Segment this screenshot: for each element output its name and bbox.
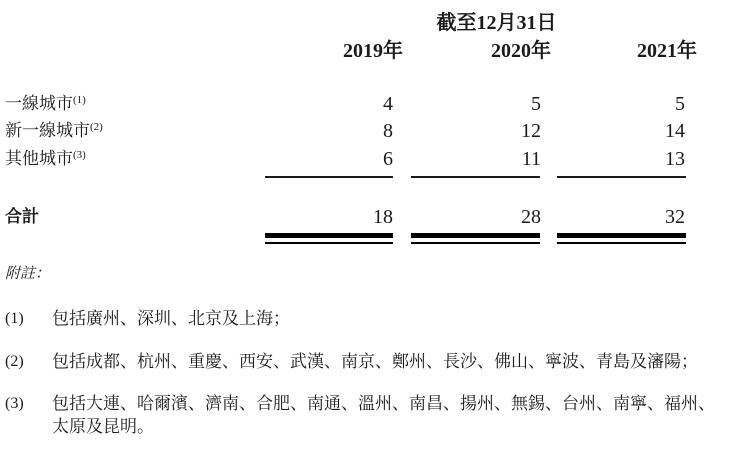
cell-value: 4	[383, 93, 393, 115]
notes-title: 附註：	[5, 266, 51, 282]
note-label-3: (3)	[5, 395, 24, 412]
cell-value: 11	[521, 148, 541, 170]
total-rule-thick-col3	[557, 233, 686, 238]
total-value: 32	[665, 206, 685, 228]
cell-value: 6	[383, 148, 393, 170]
cell-value: 12	[521, 120, 541, 142]
cell-value: 5	[675, 93, 685, 115]
total-label: 合計	[5, 207, 39, 226]
row-label-text: 一線城市	[5, 94, 73, 113]
row-label-first-tier	[5, 93, 86, 115]
total-rule-thin-col3	[557, 242, 686, 244]
row-label-text: 新一線城市	[5, 121, 90, 140]
total-rule-thin-col2	[411, 242, 540, 244]
footnote-ref-1: (1)	[73, 94, 86, 106]
col-header-2021: 2021年	[637, 40, 697, 62]
total-value: 18	[373, 206, 393, 228]
note-text-2: 包括成都、杭州、重慶、西安、武漢、南京、鄭州、長沙、佛山、寧波、青島及瀋陽；	[52, 352, 698, 371]
total-rule-thin-col1	[265, 242, 393, 244]
footnote-ref-2: (2)	[90, 121, 103, 133]
subtotal-rule-col3	[557, 176, 686, 178]
cell-value: 8	[383, 120, 393, 142]
total-rule-thick-col1	[265, 233, 393, 238]
note-text-3: 包括大連、哈爾濱、濟南、合肥、南通、溫州、南昌、揚州、無錫、台州、南寧、福州、太原及昆明。	[52, 394, 715, 436]
total-value: 28	[521, 206, 541, 228]
note-label-1: (1)	[5, 310, 24, 327]
subtotal-rule-col1	[265, 176, 393, 178]
note-label-2: (2)	[5, 353, 24, 370]
cell-value: 5	[531, 93, 541, 115]
subtotal-rule-col2	[411, 176, 540, 178]
row-label-other-cities	[5, 148, 86, 170]
row-label-text: 其他城市	[5, 149, 73, 168]
note-text-1: 包括廣州、深圳、北京及上海；	[52, 309, 290, 328]
col-header-2020: 2020年	[491, 40, 551, 62]
cell-value: 14	[665, 120, 685, 142]
footnote-ref-3: (3)	[73, 149, 86, 161]
table-period-header: 截至12月31日	[436, 12, 557, 34]
total-rule-thick-col2	[411, 233, 540, 238]
cell-value: 13	[665, 148, 685, 170]
col-header-2019: 2019年	[343, 40, 403, 62]
row-label-new-first-tier	[5, 120, 103, 142]
